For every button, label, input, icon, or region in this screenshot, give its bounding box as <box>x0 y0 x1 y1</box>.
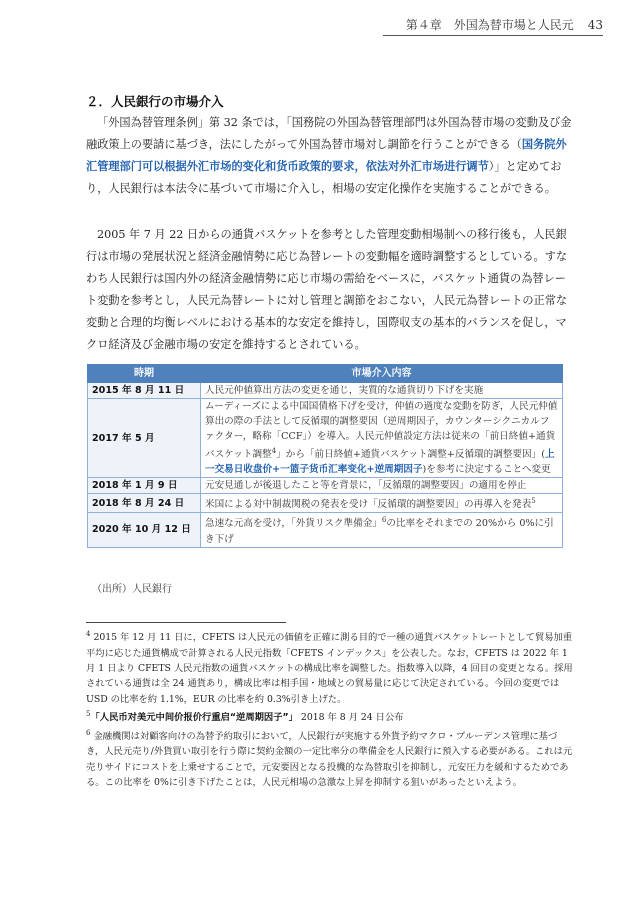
paragraph-2 <box>86 224 574 356</box>
row-description <box>201 494 563 513</box>
row-description <box>201 513 563 547</box>
chapter-title: 第４章 外国為替市場と人民元 <box>405 18 574 32</box>
row-date: 2018 年 8 月 24 日 <box>88 494 201 513</box>
paragraph-1 <box>86 112 574 200</box>
page-number: 43 <box>587 18 603 32</box>
row-description: 元安見通しが後退したこと等を背景に，「反循環的調整要因」の適用を停止 <box>201 478 563 494</box>
row-description <box>201 399 563 478</box>
footnote-ref: 6 <box>381 516 387 525</box>
row-chinese-formula: 上一交易日收盘价+一篮子货币汇率变化+逆周期因子 <box>205 449 555 476</box>
footnote-chinese-title: 「人民币对美元中间价报价行重启“逆周期因子”」 <box>90 712 298 724</box>
table-header-row <box>88 365 563 383</box>
row-date: 2017 年 5 月 <box>88 399 201 478</box>
footnote-6 <box>86 726 574 791</box>
footnote-divider <box>86 622 286 623</box>
footnote-ref: 4 <box>271 447 277 455</box>
table-source: （出所）人民銀行 <box>92 584 172 595</box>
row-text-b: の比率をそれまでの 20%から 0%に引き下げ <box>205 518 554 545</box>
footnote-number: 4 <box>86 630 91 638</box>
footnote-number: 6 <box>86 728 91 737</box>
row-date: 2020 年 10 月 12 日 <box>88 513 201 547</box>
table-row <box>88 478 563 494</box>
section-title: ２．人民銀行の市場介入 <box>86 94 224 109</box>
page-header <box>383 16 603 36</box>
row-text-a: 急速な元高を受け，「外貨リスク準備金」 <box>205 518 382 530</box>
footnote-text: 2018 年 8 月 24 日公布 <box>300 712 404 724</box>
footnote-text: 2015 年 12 月 11 日に，CFETS は人民元の価値を正確に測る目的で一種の通貨バスケットレートとして貿易加重平均に応じた通貨構成で計算される人民元指数「CFETS インデックス」を公表した。なお，CFETS は 2022 年 1 月 1 日より CFETS 人民元指数の通貨バスケットの構成比率を調整した。指数導入以降，4 回目の変更となる。採用されている通貨は全 24 通貨あり，構成比率は相手国・地域との貿易量に応じて決定されている。今回の変更では USD の比率を約 1.1%，EUR の比率を約 0.3%引き上げた。 <box>86 632 573 705</box>
table-row <box>88 399 563 478</box>
row-text-c: )を参考に決定することへ変更 <box>422 464 551 476</box>
footnote-5 <box>86 707 574 726</box>
row-date: 2015 年 8 月 11 日 <box>88 383 201 399</box>
chinese-quote: 国务院外汇管理部门可以根据外汇市场的变化和货币政策的要求，依法对外汇市场进行调节 <box>86 138 567 173</box>
header-period: 時期 <box>88 365 201 383</box>
table-row <box>88 383 563 399</box>
table-row <box>88 494 563 513</box>
row-description: 人民元仲値算出方法の変更を通じ，実質的な通貨切り下げを実施 <box>201 383 563 399</box>
footnote-4 <box>86 627 574 707</box>
footnote-text: 金融機関は対顧客向けの為替予約取引において，人民銀行が実施する外貨予約マクロ・プルーデンス管理に基づき，人民元売り/外貨買い取引を行う際に契約金額の一定比率分の準備金を人民銀行に預入する必要がある。これは元売りサイドにコストを上乗せすることで，元安要因となる投機的な為替取引を抑制し，元安圧力を緩和するためである。この比率を 0%に引き下げたことは，人民元相場の急激な上昇を抑制する狙いがあったといえよう。 <box>86 730 573 788</box>
footnote-number: 5 <box>86 710 91 719</box>
footnote-ref: 5 <box>531 497 536 506</box>
row-text: 米国による対中制裁関税の発表を受け「反循環的調整要因」の再導入を発表 <box>205 499 532 511</box>
header-content: 市場介入内容 <box>201 365 563 383</box>
intervention-table <box>87 364 563 548</box>
paragraph-1-text-a: 「外国為替管理条例」第 32 条では，「国務院の外国為替管理部門は外国為替市場の変動及び金融政策上の要請に基づき，法にしたがって外国為替市場対し調節を行うことができる（ <box>86 116 572 151</box>
table-row <box>88 513 563 547</box>
paragraph-1-text-b: ）」と定めており，人民銀行は本法令に基づいて市場に介入し，相場の安定化操作を実施することができる。 <box>86 160 562 195</box>
footnotes <box>86 627 574 790</box>
row-text-b: 」から「前日終値+通貨バスケット調整+反循環的調整要因」( <box>276 449 545 461</box>
paragraph-2-text: 2005 年 7 月 22 日からの通貨バスケットを参考とした管理変動相場制への移行後も，人民銀行は市場の発展状況と経済金融情勢に応じ為替レートの変動幅を適時調整するとしている。すなわち人民銀行は国内外の経済金融情勢に応じ市場の需給をベースに，バスケット通貨の為替レート変動を参考とし，人民元為替レートに対し管理と調節をおこない，人民元為替レートの正常な変動と合理的均衡レベルにおける基本的な安定を維持し，国際収支の基本的バランスを促し，マクロ経済及び金融市場の安定を維持するとされている。 <box>86 228 568 351</box>
row-date: 2018 年 1 月 9 日 <box>88 478 201 494</box>
row-text-a: ムーディーズによる中国国債格下げを受け，仲値の過度な変動を防ぎ，人民元仲値算出の際の手法として反循環的調整要因（逆周期因子，カウンターシクニカルファクター，略称「CCF」）を導入。人民元仲値設定方法は従来の「前日終値+通貨バスケット調整 <box>205 401 558 461</box>
